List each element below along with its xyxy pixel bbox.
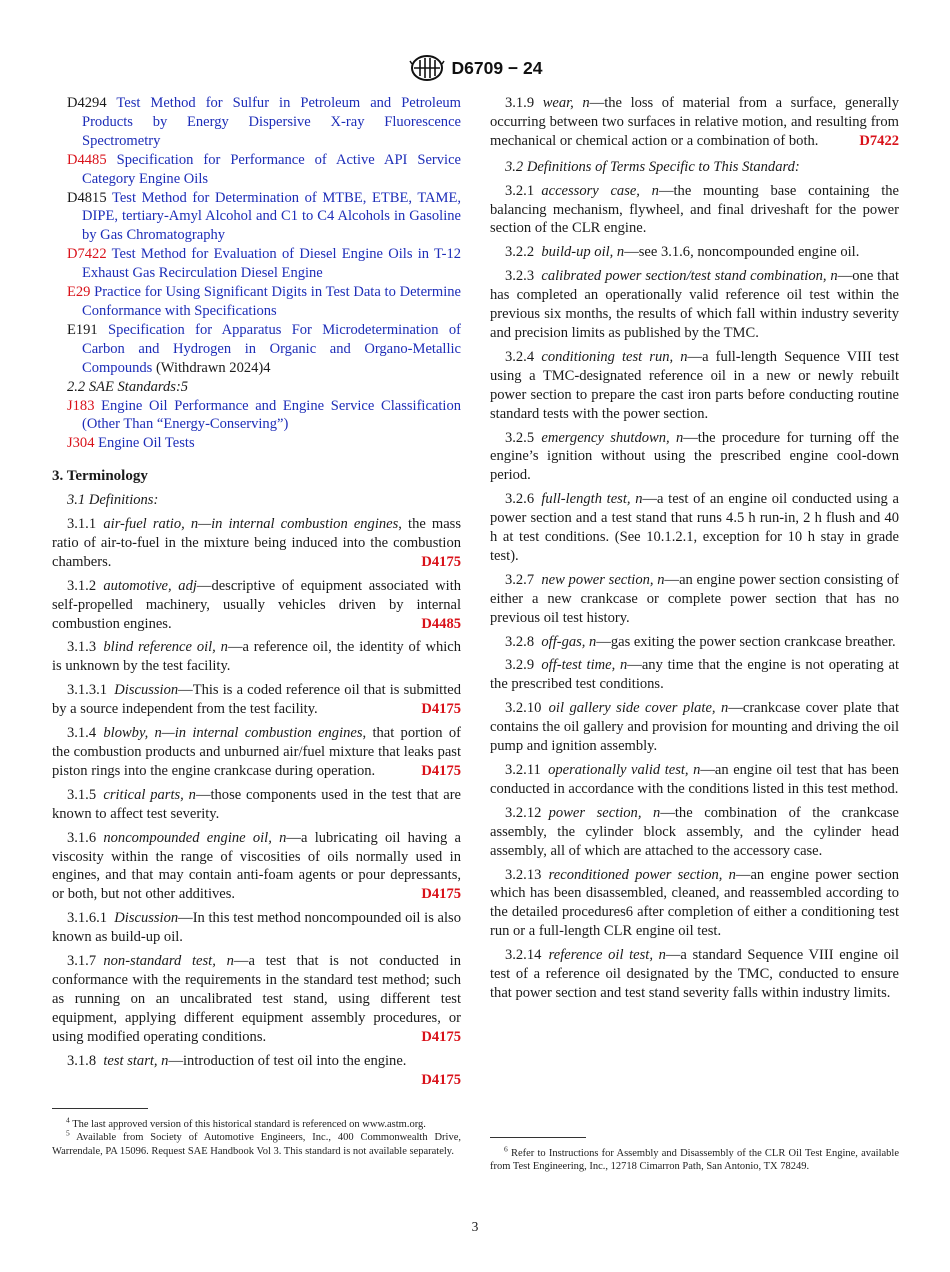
definition-entry [52, 786, 461, 824]
reference-title[interactable]: Test Method for Sulfur in Petroleum and Petroleum Products by Energy Dispersive X-ray Fluorescence Spectrometry [82, 95, 461, 149]
definition-number: 3.2.4 [505, 348, 535, 365]
reference-title[interactable]: Test Method for Determination of MTBE, ETBE, TAME, DIPE, tertiary-Amyl Alcohol and C1 to C4 Alcohols in Gasoline by Gas Chromatography [82, 189, 461, 244]
definition-text: —crankcase cover plate that contains the oil gallery and provision for mounting and driving the oil pump and ignition assembly. [490, 700, 899, 755]
definition-number: 3.2.12 [505, 804, 542, 821]
definition-number: 3.2.14 [505, 947, 542, 964]
reference-e29[interactable] [52, 283, 461, 321]
reference-code[interactable]: D4815 [67, 189, 107, 206]
source-link[interactable]: D4485 [421, 615, 461, 632]
definitions-heading: 3.1 Definitions: [67, 492, 159, 509]
definition-term: new power section, n [541, 571, 665, 588]
definition-entry [490, 699, 899, 756]
definition-text: —a test of an engine oil conducted using a power section and a test stand that runs 4.5 h run-in, 2 h flush and 40 h at test conditions. (See 10.1.2.1, exception for 10 h stay in grade test). [490, 491, 899, 564]
reference-d4485[interactable] [52, 151, 461, 189]
reference-e191[interactable] [52, 321, 461, 378]
definition-term: critical parts, n [103, 786, 196, 803]
definition-text: —descriptive of equipment associated with self-propelled machinery, usually vehicles driven by internal combustion engines. [52, 577, 462, 632]
footnote-6: $^6$ Refer to Instructions for Assembly and Disassembly of the CLR Oil Test Engine, available from Test Engineering, Inc., 12718 Cimarron Path, San Antonio, TX 78249. [490, 1144, 900, 1173]
reference-d4294[interactable] [52, 94, 461, 151]
right-definitions-list [490, 182, 899, 1003]
left-definitions-list [52, 515, 461, 1089]
document-designation: D6709 − 24 [451, 57, 543, 78]
reference-title[interactable]: Engine Oil Performance and Engine Service Classification (Other Than “Energy-Conserving”) [82, 397, 461, 433]
footnote-5: $^5$ Available from Society of Automotive Engineers, Inc., 400 Commonwealth Drive, Warrendale, PA 15096. Request SAE Handbook Vol 3. This standard is not available separately. [52, 1128, 462, 1157]
footnotes-left [52, 1115, 462, 1158]
right-column [490, 94, 899, 1003]
astm-logo-icon [408, 53, 446, 83]
source-link[interactable]: D4175 [421, 762, 461, 779]
definition-term: operationally valid test, n [548, 762, 701, 778]
definition-number: 3.1.6.1 [67, 910, 108, 927]
reference-title[interactable]: Specification for Apparatus For Microdetermination of Carbon and Hydrogen in Organic and Organo-Metallic Compounds [82, 321, 461, 376]
definition-entry [490, 267, 899, 343]
definition-term: non-standard test, n [103, 953, 234, 970]
left-column [52, 94, 461, 1089]
definition-number: 3.2.8 [505, 633, 535, 650]
definition-number: 3.2.7 [505, 571, 535, 588]
footnotes-right [490, 1144, 900, 1174]
definition-number: 3.1.9 [505, 95, 535, 111]
definition-text: —an engine power section which has been disassembled, cleaned, and reassembled according to the detailed procedures6 after completion of either a conditioning test run or a full-length CLR engine oil test. [490, 866, 899, 940]
definition-number: 3.1.8 [67, 1052, 97, 1069]
definition-text: —an engine oil test that has been conducted in accordance with the conditions listed in this test method. [490, 762, 899, 797]
source-link[interactable]: D4175 [421, 1028, 461, 1045]
reference-title[interactable]: Specification for Performance of Active API Service Category Engine Oils [82, 151, 462, 187]
reference-title[interactable]: Practice for Using Significant Digits in Test Data to Determine Conformance with Specifications [82, 284, 461, 319]
definition-term: reference oil test, n [548, 947, 666, 964]
definition-number: 3.1.1 [67, 516, 97, 533]
source-link[interactable]: D7422 [859, 132, 899, 149]
sae-standards-heading: 2.2 SAE Standards:5 [67, 378, 189, 395]
definition-text: —a standard Sequence VIII engine oil test of a reference oil designated by the TMC, conducted to ensure that power section and test stand severity falls within industry limits. [490, 947, 899, 1001]
definition-term: automotive, adj [103, 577, 197, 594]
definition-term: wear, n [542, 95, 590, 111]
reference-suffix: (Withdrawn 2024)4 [152, 359, 271, 376]
definition-term: blowby, n—in internal combustion engines [103, 725, 363, 742]
definition-text: —the mounting base containing the balancing mechanism, flywheel, and final driveshaft for the power section of the CLR engine. [490, 182, 900, 237]
definition-number: 3.2.5 [505, 429, 535, 446]
footnote-rule-left [52, 1108, 148, 1109]
definition-entry [52, 909, 461, 947]
definition-term: noncompounded engine oil, n [103, 829, 287, 846]
definition-entry [490, 571, 899, 628]
definition-entry [52, 1052, 461, 1090]
definition-number: 3.2.6 [505, 491, 535, 508]
definition-number: 3.1.6 [67, 829, 97, 846]
definition-entry [490, 761, 899, 799]
definition-entry [52, 724, 461, 781]
source-link[interactable]: D4175 [421, 553, 461, 570]
definition-entry [490, 348, 899, 424]
definition-number: 3.1.3 [67, 639, 97, 656]
reference-code[interactable]: E29 [67, 284, 91, 301]
definition-text: —see 3.1.6, noncompounded engine oil. [624, 244, 860, 261]
reference-title[interactable]: Test Method for Evaluation of Diesel Engine Oils in T-12 Exhaust Gas Recirculation Diesel Engine [82, 246, 461, 282]
definition-term: Discussion [114, 682, 179, 699]
definition-number: 3.2.10 [505, 700, 542, 717]
definition-text: —This is a coded reference oil that is submitted by a source independent from the test facility. [52, 682, 461, 718]
definition-text: —any time that the engine is not operating at the prescribed test conditions. [490, 657, 899, 693]
definition-text: —a lubricating oil having a viscosity within the range of viscosities of oils normally used in engines, and that may contain anti-foam agents or pour depressants, or both, but not other additives. [52, 829, 461, 903]
definition-number: 3.1.2 [67, 577, 97, 594]
reference-code[interactable]: J304 [67, 435, 95, 452]
definition-text: —a reference oil, the identity of which is unknown by the test facility. [52, 639, 461, 675]
definition-term: test start, n [103, 1052, 169, 1069]
definition-text: —the procedure for turning off the engine’s ignition without using the prescribed engine cool-down period. [490, 429, 899, 484]
definition-text: —a test that is not conducted in conformance with the requirements in the standard test method; such as running on an uncalibrated test stand, using different test equipment, applying different equipment assembly procedures, or using modified operating conditions. [52, 953, 461, 1045]
reference-title[interactable]: Engine Oil Tests [98, 435, 195, 452]
definition-number: 3.1.5 [67, 786, 97, 803]
reference-code[interactable]: E191 [67, 321, 98, 338]
definition-number: 3.1.4 [67, 725, 97, 742]
definition-term: air-fuel ratio, n—in internal combustion engines [103, 516, 399, 533]
definition-entry [490, 182, 899, 239]
section-32-heading: 3.2 Definitions of Terms Specific to This Standard: [505, 158, 800, 175]
definition-entry [490, 656, 899, 694]
definition-entry [490, 804, 899, 861]
reference-d7422[interactable] [52, 245, 461, 283]
definition-entry [490, 490, 899, 566]
definition-text: —an engine power section consisting of either a new crankcase or complete power section that has no previous oil test history. [490, 571, 899, 626]
definition-text: —gas exiting the power section crankcase breather. [596, 633, 896, 650]
reference-code[interactable]: D7422 [67, 246, 107, 263]
definition-text: —one that has completed an operationally valid reference oil test within the previous six months, the results of which fall within industry severity and precision limits as published by the TMC. [490, 268, 899, 341]
page-header [0, 52, 950, 84]
definition-number: 3.2.9 [505, 657, 535, 674]
reference-code[interactable]: J183 [67, 397, 95, 414]
definition-number: 3.1.3.1 [67, 682, 108, 699]
definition-text: —those components used in the test that are known to affect test severity. [52, 786, 462, 822]
source-link[interactable]: D4175 [421, 1071, 461, 1088]
footnote-rule-right [490, 1137, 586, 1138]
definition-text: , the mass ratio of air-to-fuel in the mixture being induced into the combustion chambers. [52, 516, 461, 570]
page-number: 3 [471, 1219, 479, 1234]
definition-term: power section, n [548, 804, 661, 821]
source-link[interactable]: D4175 [421, 886, 461, 903]
definition-text: —the loss of material from a surface, generally occurring between two surfaces in relative motion, and resulting from mechanical or chemical action or a combination of both. [490, 95, 899, 149]
footnote-4: $^4$ The last approved version of this historical standard is referenced on www.astm.org. [66, 1115, 426, 1130]
definition-term: full-length test, n [541, 491, 643, 508]
definition-number: 3.2.2 [505, 244, 535, 261]
definition-number: 3.2.1 [505, 182, 535, 199]
definition-text: —a full-length Sequence VIII test using a TMC-designated reference oil in a new or newly rebuilt power section to prepare the cast iron parts before conducting routine standard tests with the power section. [490, 348, 899, 422]
definition-entry [52, 515, 461, 572]
definition-number: 3.2.13 [505, 866, 542, 883]
definition-entry [490, 866, 899, 942]
definition-entry [490, 429, 899, 486]
definition-entry [490, 94, 899, 151]
definition-text: —introduction of test oil into the engine. [168, 1052, 407, 1069]
reference-code[interactable]: D4294 [67, 95, 107, 111]
definition-text: —the combination of the crankcase assembly, the cylinder block assembly, and the cylinder head assembly, all of which are attached to the accessory case. [490, 804, 899, 859]
definition-entry [52, 952, 461, 1047]
definition-entry [490, 243, 899, 262]
section-heading-terminology: 3. Terminology [52, 468, 148, 485]
definition-entry [490, 633, 899, 652]
definition-term: oil gallery side cover plate, n [548, 700, 729, 717]
definition-entry [52, 681, 461, 719]
definition-text: —In this test method noncompounded oil is also known as build-up oil. [52, 910, 461, 946]
definition-entry [52, 577, 461, 634]
definition-text: , that portion of the combustion products and unburned air/fuel mixture that leaks past piston rings into the engine crankcase during operation. [52, 725, 461, 779]
definition-number: 3.2.11 [505, 762, 541, 778]
definition-entry [490, 946, 899, 1003]
definition-number: 3.1.7 [67, 953, 97, 970]
reference-code[interactable]: D4485 [67, 151, 107, 168]
definition-term: accessory case, n [541, 182, 659, 199]
definition-entry [52, 829, 461, 905]
reference-j183[interactable] [52, 397, 461, 435]
definition-term: off-test time, n [541, 657, 628, 674]
reference-j304[interactable] [52, 434, 461, 453]
definition-entry [52, 638, 461, 676]
definition-term: conditioning test run, n [541, 348, 688, 365]
definition-term: reconditioned power section, n [548, 866, 736, 883]
definition-term: calibrated power section/test stand combination, n [541, 268, 838, 285]
definition-term: emergency shutdown, n [541, 429, 684, 446]
definition-term: Discussion [114, 910, 179, 927]
definition-term: build-up oil, n [541, 244, 625, 261]
definition-term: off-gas, n [541, 633, 597, 650]
reference-d4815[interactable] [52, 189, 461, 246]
definition-number: 3.2.3 [505, 268, 535, 285]
source-link[interactable]: D4175 [421, 701, 461, 718]
definition-term: blind reference oil, n [103, 639, 228, 656]
